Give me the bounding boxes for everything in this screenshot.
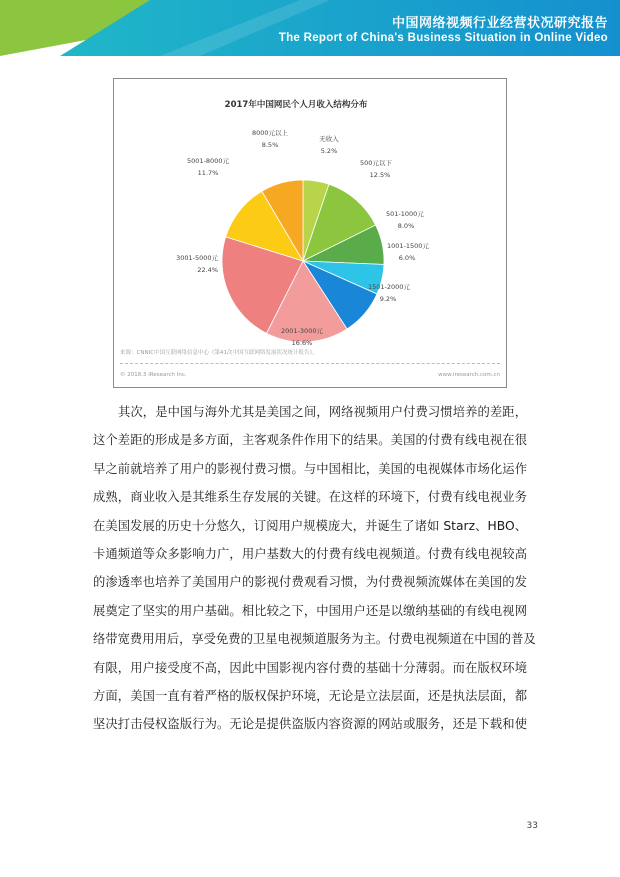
body-paragraph [93, 398, 536, 739]
body-line: 络带宽费用用后，享受免费的卫星电视频道服务为主。付费电视频道在中国的普及 [93, 632, 536, 647]
slice-category-label: 501-1000元 [386, 210, 424, 218]
report-title-en: The Report of China's Business Situation in Online Video [278, 32, 608, 44]
body-line: 这个差距的形成是多方面，主客观条件作用下的结果。美国的付费有线电视在很 [93, 433, 527, 448]
body-line: 方面，美国一直有着严格的版权保护环境，无论是立法层面，还是执法层面，都 [93, 689, 527, 704]
pie-chart [114, 79, 506, 387]
slice-value-label: 8.5% [261, 141, 279, 149]
slice-value-label: 22.4% [197, 266, 218, 274]
body-line: 早之前就培养了用户的影视付费习惯。与中国相比，美国的电视媒体市场化运作 [93, 461, 527, 476]
body-line: 其次，是中国与海外尤其是美国之间，网络视频用户付费习惯培养的差距， [118, 405, 527, 419]
slice-category-label: 5001-8000元 [187, 157, 229, 165]
slice-value-label: 11.7% [197, 169, 219, 177]
slice-category-label: 1501-2000元 [368, 283, 410, 291]
slice-category-label: 无收入 [319, 135, 339, 143]
body-line: 在美国发展的历史十分悠久，订阅用户规模庞大，并诞生了诸如 Starz、HBO、 [93, 518, 527, 533]
chart-website: www.iresearch.com.cn [438, 372, 500, 378]
slice-category-label: 500元以下 [360, 159, 392, 167]
divider [120, 363, 500, 364]
body-line: 坚决打击侵权盗版行为。无论是提供盗版内容资源的网站或服务，还是下载和使 [93, 717, 527, 732]
body-line: 成熟，商业收入是其维系生存发展的关键。在这样的环境下，付费有线电视业务 [93, 490, 527, 505]
slice-category-label: 1001-1500元 [387, 242, 429, 250]
slice-value-label: 9.2% [379, 295, 397, 303]
body-line: 卡通频道等众多影响力广，用户基数大的付费有线电视频道。付费有线电视较高 [93, 547, 527, 562]
body-line: 的渗透率也培养了美国用户的影视付费观看习惯，为付费视频流媒体在美国的发 [93, 575, 527, 590]
body-line: 有限，用户接受度不高，因此中国影视内容付费的基础十分薄弱。而在版权环境 [93, 660, 527, 675]
slice-category-label: 2001-3000元 [281, 327, 323, 335]
page-number: 33 [526, 821, 538, 831]
slice-value-label: 6.0% [398, 254, 416, 262]
slice-value-label: 12.5% [369, 171, 391, 179]
pie-chart-figure [113, 78, 507, 388]
header-banner [0, 0, 620, 56]
body-line: 展奠定了坚实的用户基础。相比较之下，中国用户还是以缴纳基础的有线电视网 [93, 603, 527, 618]
slice-value-label: 8.0% [397, 222, 415, 230]
chart-copyright: © 2018.3 iResearch Inc. [120, 372, 187, 378]
slice-value-label: 5.2% [320, 147, 338, 155]
slice-category-label: 3001-5000元 [176, 254, 218, 262]
chart-source: 来源：CNNIC中国互联网络信息中心《第41次中国互联网络发展状况统计报告》。 [120, 350, 318, 356]
slice-value-label: 16.6% [291, 339, 313, 347]
report-title-cn: 中国网络视频行业经营状况研究报告 [391, 16, 608, 31]
slice-category-label: 8000元以上 [251, 129, 289, 137]
chart-title: 2017年中国网民个人月收入结构分布 [224, 100, 368, 110]
